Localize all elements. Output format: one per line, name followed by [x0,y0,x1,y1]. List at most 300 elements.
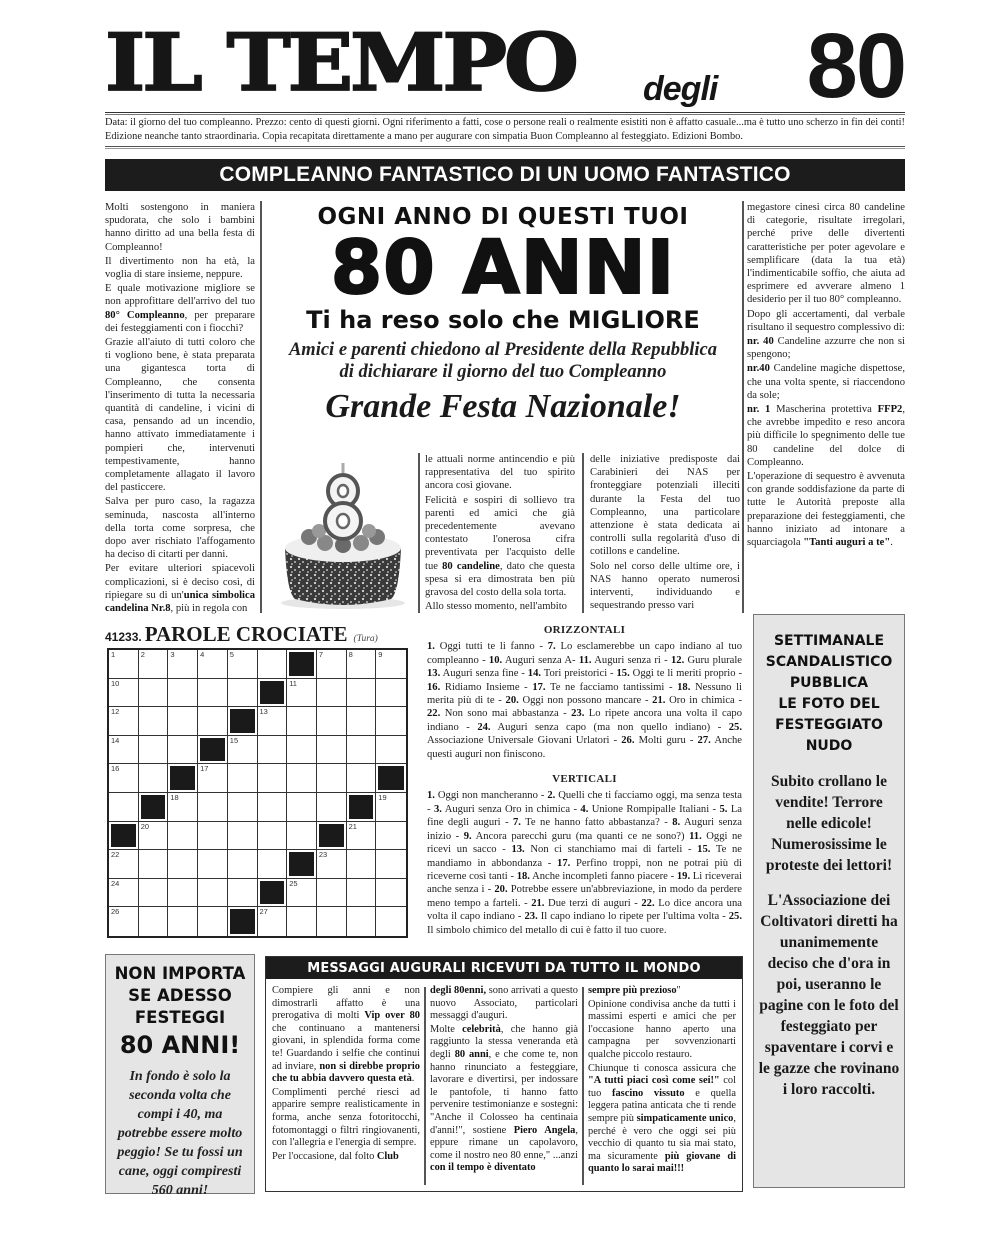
column-divider [260,201,262,613]
messages-column-1 [272,985,420,1164]
top-section [105,201,905,616]
crossword-cell[interactable] [139,650,169,679]
crossword-cell[interactable] [139,707,169,736]
clue-text: Nessuno li merita più di te - [427,681,742,707]
text: Mascherina protettiva [770,404,878,416]
text: , che hanno già raggiunto la stessa veneranda età degli [430,1023,578,1060]
crossword-cell[interactable] [109,907,139,936]
column-divider [418,453,420,613]
cell-number: 7 [318,650,324,659]
tabloid-text-1: Subito crollano le vendite! Terrore nelle edicole! Numerosissime le proteste dei lettori! [765,773,893,874]
crossword-cell[interactable] [198,850,228,879]
crossword-cell[interactable] [258,736,288,765]
headline-banner: COMPLEANNO FANTASTICO DI UN UOMO FANTASTICO [105,159,905,191]
cell-number: 24 [111,878,120,888]
messages-column-3 [588,985,736,1177]
crossword-cell[interactable] [347,764,377,793]
crossword-cell[interactable] [347,650,377,679]
crossword-cell[interactable] [258,764,288,793]
text: , che avrebbe impedito e reso ancora più difficile lo spegnimento delle tue 80 candeline del dolce di Compleanno. [747,404,905,468]
clue-number: 3. [433,803,442,815]
paragraph: le attuali norme antincendio e più rappresentativa del tuo spirito ancora così giovane. [425,454,575,492]
cell-number: 13 [259,707,268,717]
clue-text: Li riceverai anche senza i - [427,870,742,896]
cell-number: 25 [289,878,298,888]
clue-number: 25. [728,721,742,733]
article-right [747,201,905,550]
headline-line: NUDO [805,738,853,754]
crossword-cell[interactable] [198,793,228,822]
text: Candeline azzurre che non si spengono; [747,336,905,361]
crossword-cell[interactable] [347,907,377,936]
crossword-cell[interactable] [139,907,169,936]
clue-text: Unione Rompipalle Italiani - [588,803,720,815]
bold-text: con il tempo è diventato [430,1162,536,1174]
paragraph: Dopo gli accertamenti, dal verbale risultano il sequestro complessivo di: [747,308,905,333]
bold-text: Vip over 80 [364,1010,421,1022]
hero-subtitle-line-1: Amici e parenti chiedono al Presidente della Repubblica [288,340,718,360]
clue-text: La fine degli auguri - [427,803,743,829]
clue-number: 1. [427,790,435,802]
clue-number: 27. [697,735,711,747]
headline-line: LE FOTO DEL [778,696,880,712]
crossword-cell[interactable] [317,879,347,908]
clue-text: Quelli che ti facciamo oggi, ma senza testa - [427,790,742,815]
crossword-cell[interactable] [168,822,198,851]
masthead-subline: Data: il giorno del tuo compleanno. Prezzo: cento di questi giorni. Ogni riferimento a fatti, cose o persone reali o realmente esistiti non è affatto casuale...ma è tutto uno scherzo in fin dei conti! Edizione neanche tanto straordinaria. Copia recapitata direttamente a mano per augurare con simpatia Buon Compleanno al festeggiato. Edizioni Bombo. [105,117,905,142]
clue-text: Molti guru - [634,735,698,747]
paragraph: Salva per puro caso, la ragazza seminuda, nascosta all'interno della torta come sorpresa, che dopo aver rischiato l'affogamento ha deciso di citarti per danni. [105,496,255,561]
paragraph [747,362,905,402]
text: , e che come te, non hanno rinunciato a festeggiare, lavorare e divertirsi, per indossare le pantofole, ti hanno fatto pervenire testimonianze e sostegni: "Anche il Colosseo ha centinaia d'anni!", sostiene [430,1048,578,1136]
text: Candeline magiche dispettose, che una volta spente, si riaccendono da sole; [747,363,905,401]
crossword-cell[interactable] [287,822,317,851]
clue-number: 8. [672,817,681,829]
clue-number: 17. [532,681,546,693]
clue-text: Ancora parecchi guru (ma quanti ce ne sono?) [471,830,690,842]
crossword-cell[interactable] [258,650,288,679]
crossword-black-cell [258,679,288,708]
crossword-cell[interactable] [376,907,406,936]
crossword-cell[interactable] [168,879,198,908]
crossword-cell[interactable] [317,907,347,936]
bold-text: nr.40 [747,363,770,375]
clue-number: 25. [728,911,742,923]
crossword-black-cell [287,850,317,879]
clue-number: 18. [677,681,691,693]
tabloid-headline [754,631,904,757]
clue-text: Ridiamo Insieme - [440,681,533,693]
paragraph: Grazie all'aiuto di tutti coloro che ti vogliono bene, è stata preparata una gigantesca torta di Compleanno, che consenta l'inserimento di tutta la necessaria quantità di candeline, i vicini di casa, pensando ad un incendio, hanno attivato immediatamente i pompieri che, intervenuti tempestivamente, hanno completamente allagato il lavoro del pasticcere. [105,337,255,494]
cell-number: 12 [111,707,120,717]
bottom-section [105,954,905,1204]
clues-vertical-title: VERTICALI [552,773,617,786]
bold-text: sempre più prezioso [588,985,677,996]
crossword-title [105,622,378,647]
crossword-black-cell [317,822,347,851]
article-middle-1 [425,453,575,614]
crossword-cell[interactable] [317,793,347,822]
text: col tuo [588,1075,736,1099]
text: Molte [430,1023,463,1035]
paragraph [272,985,420,1086]
crossword-cell[interactable] [139,679,169,708]
crossword-cell[interactable] [228,679,258,708]
crossword-cell[interactable] [347,850,377,879]
clue-number: 23. [571,708,585,720]
paragraph [272,1151,420,1164]
crossword-cell[interactable] [376,850,406,879]
clue-number: 17. [557,857,571,869]
crossword-black-cell [198,736,228,765]
clue-text: Associazione Universale Giovani Urlatori - [427,735,622,747]
clues-horizontal-title: ORIZZONTALI [543,624,626,636]
crossword-cell[interactable] [139,822,169,851]
crossword-cell[interactable] [198,764,228,793]
column-divider [742,201,744,613]
bold-text: nr. 1 [747,404,771,416]
clue-text: Auguri senza inizio - [427,817,742,842]
tabloid-text-2: L'Associazione dei Coltivatori diretti ha unanimemente deciso che d'ora in poi, useranno le pagine con le foto del festeggiato per spaventare i corvi e le gazze che rovinano i loro raccolti. [758,892,900,1098]
clue-number: 21. [531,897,545,909]
masthead-title: IL TEMPO [105,16,576,110]
crossword-cell[interactable] [109,707,139,736]
clue-text: Lo esclamerebbe un capo indiano al tuo compleanno - [427,641,743,666]
crossword-cell[interactable] [258,850,288,879]
paragraph: Complimenti perché riesci ad apparire sempre realisticamente in forma, anche senza fotoritocchi, fotomontaggi o filtri ringiovanenti, con l'allegria e l'energia di sempre. [272,1086,420,1149]
clue-number: 1. [427,641,435,653]
clue-number: 9. [463,830,472,842]
clue-text: Non sono mai abbastanza - [440,708,572,720]
text: " [676,985,681,996]
crossword-cell[interactable] [109,679,139,708]
clue-text: Anche incompleti fanno piacere - [529,870,677,882]
crossword-cell[interactable] [198,822,228,851]
crossword-cell[interactable] [376,650,406,679]
clue-text: Oggi ne ricevi un sacco - [427,830,743,856]
clues-vertical [427,789,742,936]
crossword-cell[interactable] [109,764,139,793]
clue-text: Non ci stanchiamo mai di farteli - [524,844,698,856]
crossword-cell[interactable] [198,707,228,736]
text: Per evitare ulteriori spiacevoli complicazioni, si è deciso così, di ripiegare su di un' [105,563,255,601]
clue-number: 18. [516,870,530,882]
cell-number: 27 [259,907,268,917]
hero-subtitle [265,339,741,383]
clue-text: Oggi non possono mancare - [518,695,653,707]
text: Chiunque ti conosca assicura che [588,1062,736,1074]
crossword-cell[interactable] [376,793,406,822]
hero-line-5: Grande Festa Nazionale! [325,388,681,425]
clue-text: Auguri senza Oro in chimica - [441,803,581,815]
crossword-cell[interactable] [347,707,377,736]
crossword-cell[interactable] [347,822,377,851]
bold-text: nr. 40 [747,336,774,348]
paragraph [105,562,255,615]
cell-number: 1 [111,650,116,659]
crossword-cell[interactable] [168,850,198,879]
crossword-cell[interactable] [376,879,406,908]
crossword-cell[interactable] [258,822,288,851]
crossword-black-cell [139,793,169,822]
crossword-cell[interactable] [317,679,347,708]
clue-number: 4. [580,803,589,815]
masthead-number: 80 [806,15,905,117]
clue-number: 11. [689,830,702,842]
clue-text: Oggi tutti te li fanno - [434,641,548,653]
masthead [105,15,905,117]
clue-text: Guru plurale [684,654,742,666]
cell-number: 17 [200,764,209,774]
crossword-cell[interactable] [347,736,377,765]
crossword-cell[interactable] [168,907,198,936]
bold-text: "Tanti auguri a te" [803,537,891,549]
cell-number: 5 [229,650,234,659]
bold-text: fascino vissuto [612,1087,685,1099]
paragraph: delle iniziative predisposte dai Carabinieri dei NAS per fronteggiare potenziali illeciti durante la Festa del tuo Compleanno, una particolare attenzione è stata dedicata ai controlli sulla regolarità d'uso di cotillons e candeline. [590,454,740,558]
clue-number: 21. [652,695,666,707]
crossword-cell[interactable] [287,679,317,708]
cell-number: 20 [140,821,150,831]
clue-number: 20. [494,884,508,896]
bold-text: simpaticamente unico [636,1112,734,1124]
crossword-name: PAROLE CROCIATE [144,622,348,646]
crossword-cell[interactable] [258,907,288,936]
hero-line-3: Ti ha reso solo che MIGLIORE [306,306,700,334]
article-left [105,201,255,616]
cell-number: 2 [140,650,145,659]
crossword-black-cell [168,764,198,793]
clue-text: Auguri senza ri - [591,654,671,666]
crossword-cell[interactable] [139,736,169,765]
clue-number: 22. [427,708,441,720]
cell-number: 9 [378,650,383,659]
masthead-rule-bottom [105,146,905,149]
headline-line: PUBBLICA [789,675,869,691]
crossword-cell[interactable] [109,736,139,765]
crossword-black-cell [109,822,139,851]
paragraph [430,1024,578,1175]
text: Compiere gli anni e non dimostrarli affatto è una prerogativa di molti [272,985,420,1022]
hero-subtitle-line-2: di dichiarare il giorno del tuo Compleanno [339,362,667,382]
cell-number: 14 [111,735,120,745]
text: Per l'occasione, dal folto [272,1150,377,1162]
crossword-cell[interactable] [139,764,169,793]
hero-headline [265,203,741,427]
crossword-cell[interactable] [109,850,139,879]
messages-box [265,956,743,1192]
crossword-grid [107,648,408,938]
crossword-cell[interactable] [109,879,139,908]
clue-text: Lo dice ancora una volta il capo indiano - [427,897,742,923]
age-text: In fondo è solo la seconda volta che compi i 40, ma potrebbe essere molto peggio! Se tu fossi un cane, oggi compiresti 560 anni! [117,1069,243,1198]
crossword-cell[interactable] [168,736,198,765]
cell-number: 15 [229,735,239,745]
clue-number: 13. [511,844,525,856]
crossword-cell[interactable] [317,764,347,793]
cell-number: 19 [378,793,387,802]
crossword-cell[interactable] [317,650,347,679]
crossword-cell[interactable] [376,736,406,765]
crossword-black-cell [228,907,258,936]
clue-number: 26. [621,735,635,747]
crossword-black-cell [228,707,258,736]
headline-line: SCANDALISTICO [765,654,893,670]
crossword-cell[interactable] [198,650,228,679]
crossword-cell[interactable] [198,907,228,936]
crossword-cell[interactable] [258,707,288,736]
crossword-author: (Tura) [353,634,378,644]
clue-number: 2. [547,790,556,802]
hero-line-2: 80 ANNI [330,225,676,311]
paragraph [425,494,575,600]
bold-text: non si direbbe proprio che tu abbia davvero questa età [272,1060,421,1085]
column-divider [582,453,584,613]
newspaper-page [105,15,905,1204]
crossword-black-cell [347,793,377,822]
clues-horizontal [427,640,742,761]
text: , perché è vero che oggi sei più vecchio di quanto tu sia mai stato, ma sicuramente [588,1112,736,1162]
clue-text: Te ne facciamo tantissimi - [545,681,678,693]
paragraph [588,985,736,998]
crossword-cell[interactable] [139,850,169,879]
crossword-cell[interactable] [317,707,347,736]
crossword-cell[interactable] [347,679,377,708]
clue-number: 16. [427,681,441,693]
crossword-cell[interactable] [168,679,198,708]
crossword-cell[interactable] [376,822,406,851]
paragraph [747,470,905,549]
bold-text: Club [376,1150,399,1162]
crossword-cell[interactable] [228,764,258,793]
crossword-cell[interactable] [198,879,228,908]
clue-text: Il simbolo chimico del metallo di cui è fatto il tuo cuore. [427,924,667,936]
crossword-cell[interactable] [287,764,317,793]
bold-text: 80° Compleanno [105,309,185,321]
cell-number: 21 [348,821,357,831]
text: L'operazione di sequestro è avvenuta con grande soddisfazione da parte di tutte le Autorità preposte alla preparazione dei festeggiamenti, che hanno iniziato ad intonare a squarciagola [747,471,905,549]
cell-number: 10 [111,678,120,688]
clue-text: Auguri senza capo (ma non quello indiano) - [490,721,729,733]
crossword-cell[interactable] [376,679,406,708]
paragraph [105,282,255,335]
text: sono arrivati a questo nuovo Associato, particolari messaggi d'auguri. [430,985,578,1022]
clue-text: Oro in chimica - [665,695,742,707]
crossword-cell[interactable] [287,736,317,765]
cell-number: 4 [200,650,205,659]
crossword-cell[interactable] [228,850,258,879]
crossword-cell[interactable] [287,707,317,736]
crossword-black-cell [258,879,288,908]
paragraph: Allo stesso momento, nell'ambito [425,601,567,613]
clue-text: Il capo indiano lo ripete per l'ultima volta - [537,911,729,923]
clue-number: 23. [524,911,538,923]
clue-number: 24. [477,721,491,733]
crossword-cell[interactable] [228,793,258,822]
clue-text: Auguri senza A- [502,654,579,666]
paragraph: Molti sostengono in maniera spudorata, che solo i bambini hanno diritto ad una bella festa di Compleanno! [105,202,255,253]
headline-line: FESTEGGI [134,1008,226,1027]
text: , eppure rimane un capolavoro, come il nostro neo 80 enne," ...anzi [430,1124,578,1161]
headline-line: SETTIMANALE [773,633,885,649]
crossword-cell[interactable] [109,650,139,679]
text: . [890,537,893,549]
age-headline [106,963,254,1029]
clue-number: 7. [512,817,521,829]
crossword-cell[interactable] [168,650,198,679]
bold-text: celebrità [462,1023,501,1035]
clue-number: 22. [641,897,655,909]
paragraph [747,335,905,361]
text: e quella leggera patina anticata che ti rende sempre più [588,1087,736,1124]
bold-text: unica simbolica candelina Nr.8 [105,589,256,615]
crossword-cell[interactable] [109,793,139,822]
crossword-cell[interactable] [139,879,169,908]
messages-column-2 [430,985,578,1176]
crossword-cell[interactable] [228,822,258,851]
crossword-cell[interactable] [376,707,406,736]
headline-line: SE ADESSO [128,986,232,1005]
age-headline-big: 80 ANNI! [119,1031,241,1059]
text: Felicità e sospiri di sollievo tra parenti ed amici che già precedentemente avevano contestato l'onerosa cifra preventivata per l'acquisto delle tue [425,494,575,572]
crossword-cell[interactable] [287,907,317,936]
clue-text: Potrebbe essere un'abbreviazione, in modo da perdere meno tempo a farteli. - [427,884,742,909]
clue-text: Tori preistorici - [541,668,617,680]
cell-number: 23 [318,850,328,860]
text: , più in regola con [170,603,248,615]
crossword-cell[interactable] [317,850,347,879]
sidebar-box-age [105,954,255,1198]
crossword-black-cell [376,764,406,793]
clue-text: Te ne mandiamo in abbondanza - [427,844,742,869]
crossword-cell[interactable] [317,736,347,765]
clue-number: 10. [488,654,503,666]
clue-text: Due terzi di auguri - [544,897,642,909]
cell-number: 8 [348,650,353,659]
headline-line: FESTEGGIATO [775,717,883,733]
clue-text: Anche questi auguri non finiscono. [427,735,742,760]
crossword-cell[interactable] [228,879,258,908]
masthead-degli: degli [643,70,718,108]
column-divider [424,987,426,1185]
clue-number: 12. [670,654,685,666]
crossword-cell[interactable] [228,650,258,679]
crossword-cell[interactable] [198,679,228,708]
clue-text: Lo ripete ancora una volta il capo indiano - [427,708,743,733]
column-divider [582,987,584,1185]
paragraph [747,403,905,469]
clue-text: Oggi te li meriti proprio - [629,668,742,680]
crossword-cell[interactable] [228,736,258,765]
text: che continuano a mantenersi giovani, in splendida forma come te! Guardando i selfie che continui ad inviare, [272,1022,420,1072]
bold-text: Piero Angela [513,1124,576,1136]
crossword-cell[interactable] [287,793,317,822]
crossword-black-cell [287,650,317,679]
crossword-cell[interactable] [287,879,317,908]
bold-text: più giovane di quanto lo sarai mai!!! [588,1150,736,1175]
crossword-cell[interactable] [168,707,198,736]
clue-number: 15. [616,668,630,680]
crossword-cell[interactable] [258,793,288,822]
clue-number: 14. [527,668,542,680]
clue-number: 20. [505,695,519,707]
text: , per preparare dei festeggiamenti con i fiocchi? [105,309,255,334]
clue-number: 15. [697,844,711,856]
text: E quale motivazione migliore se non approfittare dell'arrivo del tuo [105,283,255,308]
crossword-cell[interactable] [168,793,198,822]
text: , dato che questa spesa si era dimostrata ben più gravosa del costo della sola torta. [425,560,575,599]
crossword-cell[interactable] [347,879,377,908]
